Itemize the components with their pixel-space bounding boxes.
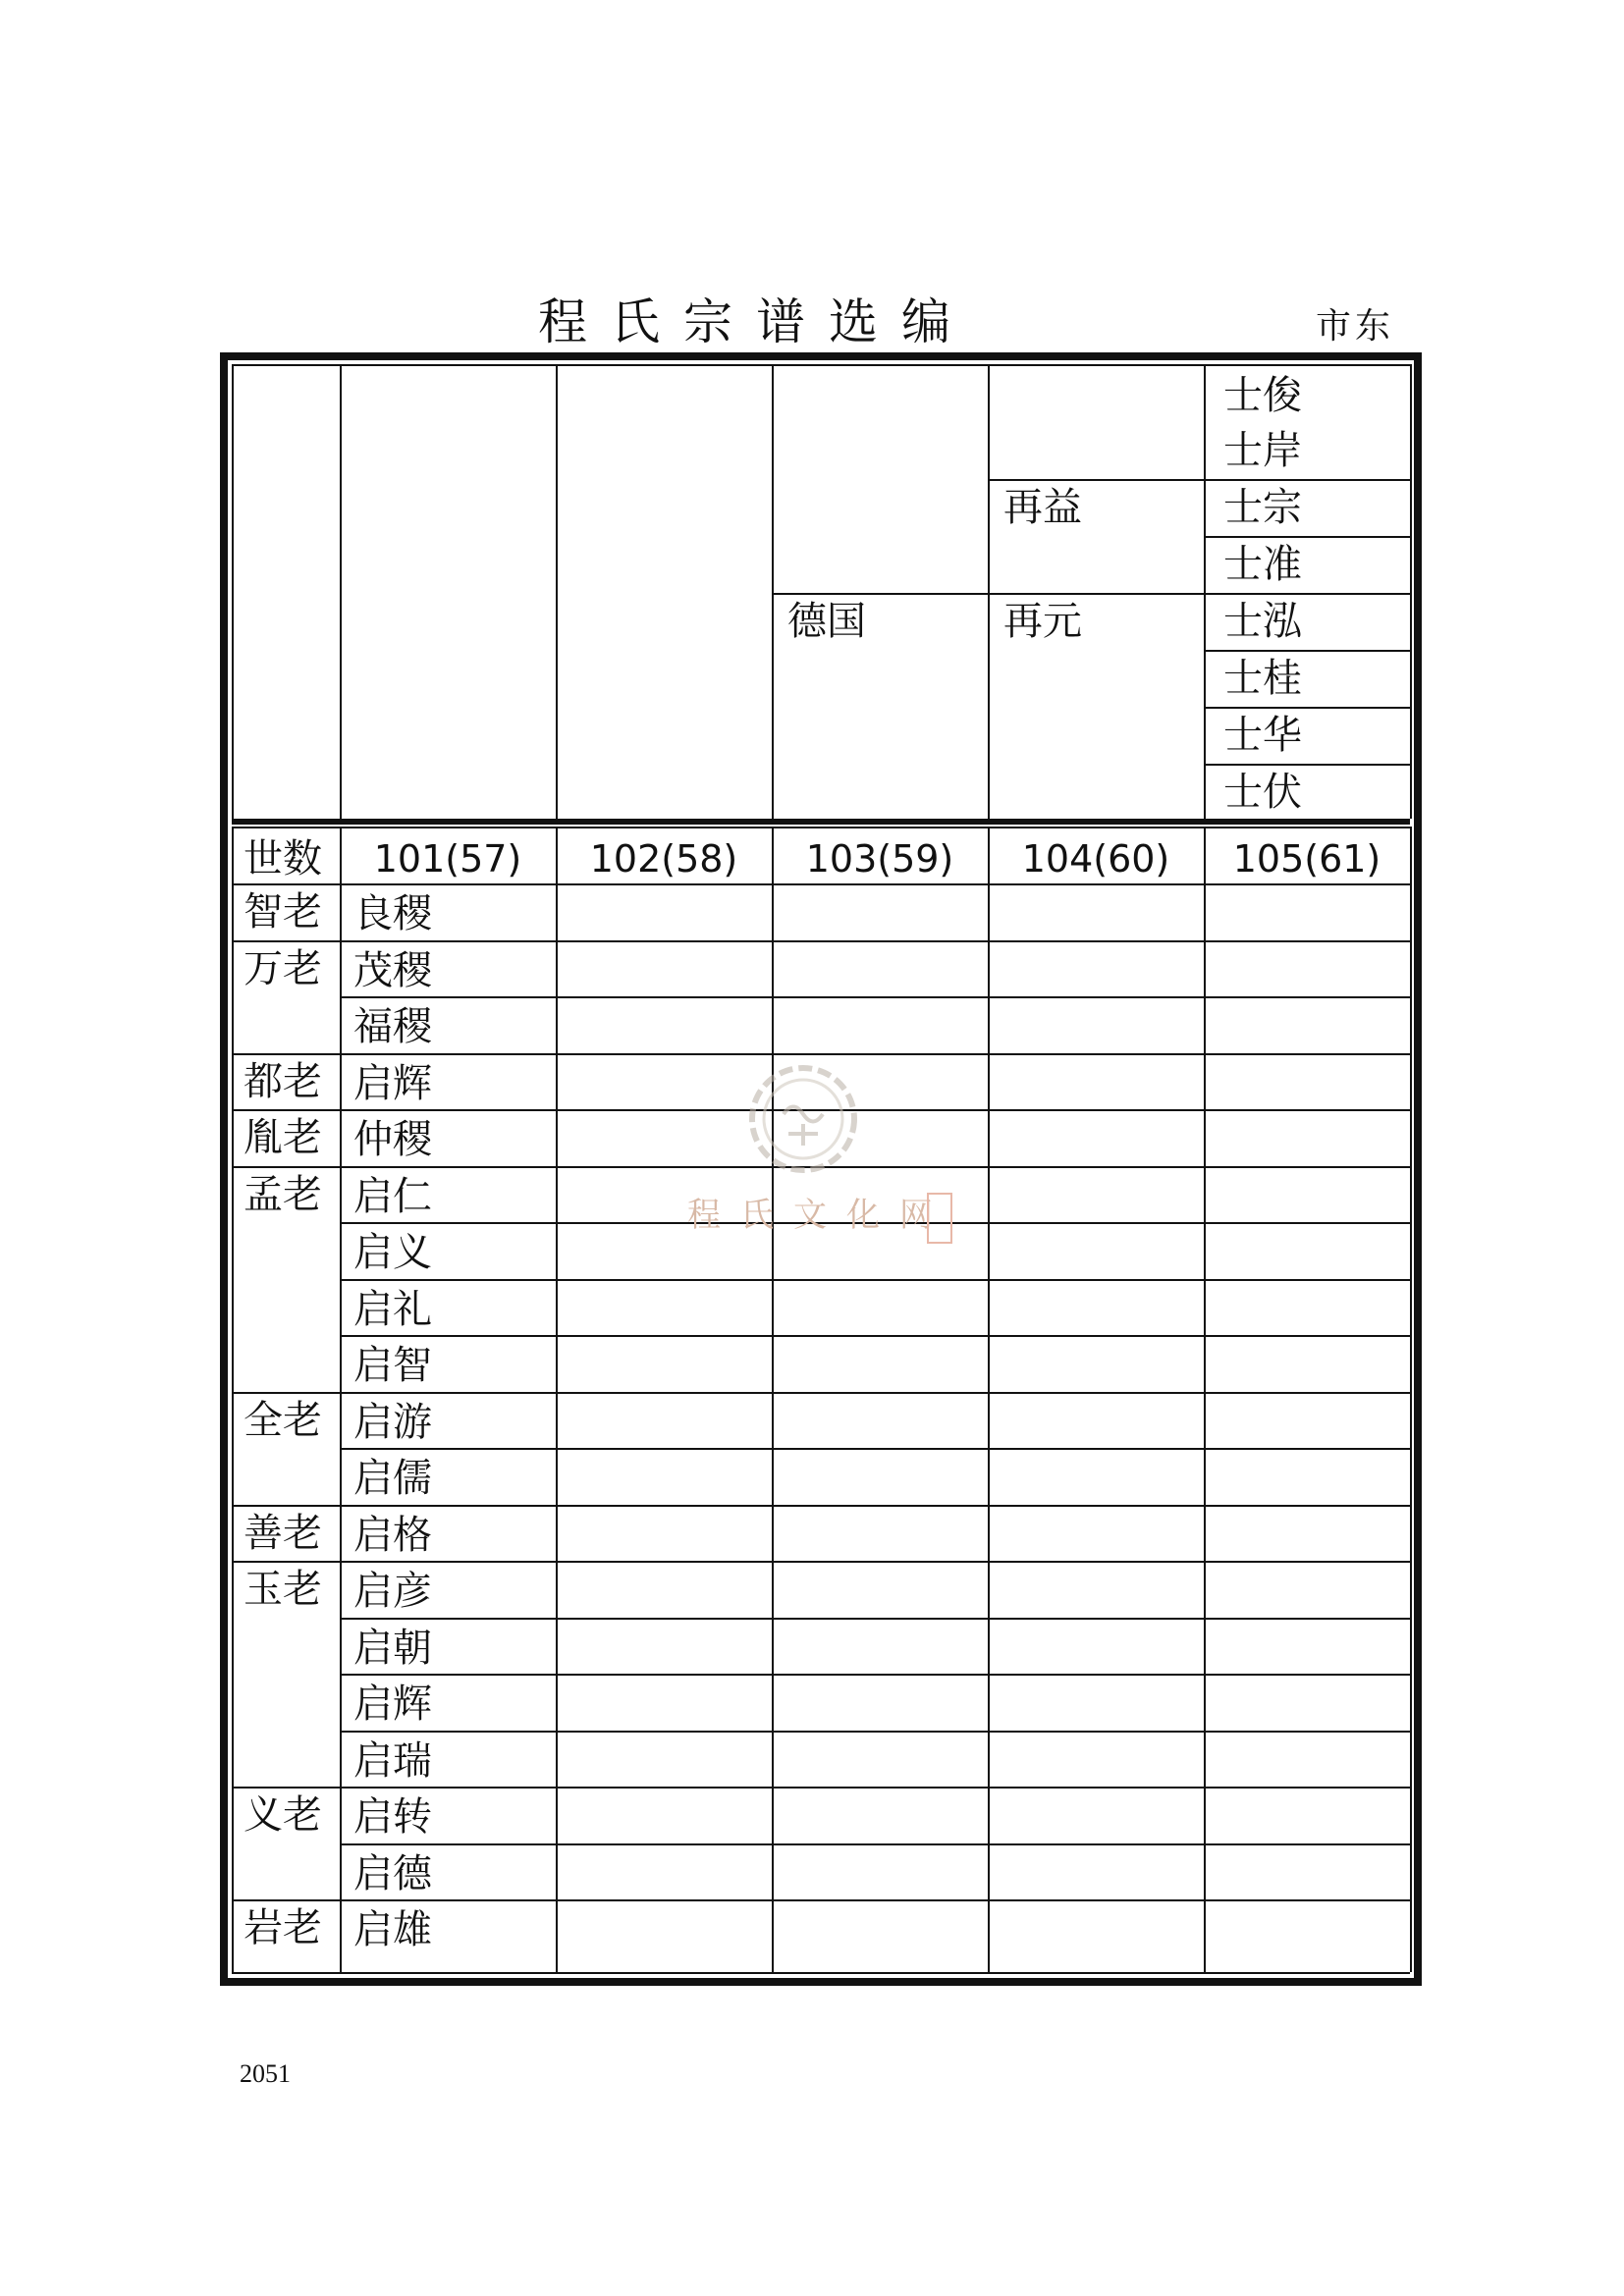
child-name: 福稷 bbox=[353, 1004, 432, 1049]
col6-row-divider bbox=[1204, 707, 1410, 709]
descendant-name-gen6: 士桂 bbox=[1223, 656, 1302, 701]
col5-row-divider bbox=[988, 479, 1204, 481]
page-number: 2051 bbox=[240, 2059, 291, 2088]
elder-name: 都老 bbox=[244, 1058, 322, 1104]
table-row-divider bbox=[232, 1899, 1410, 1901]
table-row-divider bbox=[340, 1448, 1410, 1450]
generation-number: 101(57) bbox=[373, 837, 522, 881]
table-row-divider bbox=[232, 1787, 1410, 1789]
document-title: 程氏宗谱选编 bbox=[538, 294, 974, 350]
child-name: 启儒 bbox=[353, 1456, 432, 1501]
descendant-name-gen6: 士华 bbox=[1223, 713, 1302, 758]
col6-row-divider bbox=[1204, 479, 1410, 481]
child-name: 良稷 bbox=[353, 891, 432, 936]
generation-number: 103(59) bbox=[805, 837, 954, 881]
table-row-divider bbox=[232, 1505, 1410, 1507]
elder-name: 全老 bbox=[244, 1397, 322, 1443]
table-row-divider bbox=[232, 1053, 1410, 1055]
table-row-divider bbox=[340, 1843, 1410, 1845]
elder-name: 孟老 bbox=[244, 1171, 322, 1217]
elder-name: 智老 bbox=[244, 889, 322, 934]
table-row-divider bbox=[340, 1674, 1410, 1676]
col6-row-divider bbox=[1204, 536, 1410, 538]
upper-column-divider bbox=[1204, 364, 1206, 819]
upper-column-divider bbox=[556, 364, 558, 819]
table-row-divider bbox=[232, 940, 1410, 942]
child-name: 茂稷 bbox=[353, 947, 432, 993]
upper-lower-separator bbox=[232, 819, 1410, 825]
col6-row-divider bbox=[1204, 764, 1410, 766]
generation-number: 105(61) bbox=[1232, 837, 1381, 881]
elder-name: 胤老 bbox=[244, 1115, 322, 1160]
watermark-red-seal bbox=[927, 1193, 952, 1244]
col6-row-divider bbox=[1204, 650, 1410, 652]
upper-column-divider bbox=[988, 364, 990, 819]
descendant-name-gen6: 士泓 bbox=[1223, 599, 1302, 644]
descendant-name-gen6: 士俊 bbox=[1223, 373, 1302, 418]
table-bottom-border bbox=[232, 1972, 1410, 1974]
child-name: 启辉 bbox=[353, 1060, 432, 1106]
upper-block-top-border bbox=[232, 364, 1410, 366]
upper-column-divider bbox=[772, 364, 774, 819]
generation-header-label: 世数 bbox=[244, 836, 322, 881]
lower-column-divider bbox=[1204, 827, 1206, 1972]
child-name: 启智 bbox=[353, 1343, 432, 1388]
generation-number: 102(58) bbox=[589, 837, 738, 881]
table-row-divider bbox=[232, 1561, 1410, 1563]
table-row-divider bbox=[340, 1279, 1410, 1281]
lower-column-divider bbox=[772, 827, 774, 1972]
table-row-divider bbox=[340, 1731, 1410, 1733]
table-row-divider bbox=[232, 1392, 1410, 1394]
watermark-seal-icon bbox=[744, 1060, 862, 1178]
descendant-name-gen6: 士岸 bbox=[1223, 428, 1302, 473]
descendant-name-gen5: 再元 bbox=[1003, 599, 1082, 644]
elder-name: 义老 bbox=[244, 1792, 322, 1838]
child-name: 启德 bbox=[353, 1850, 432, 1896]
child-name: 启格 bbox=[353, 1512, 432, 1558]
descendant-name-gen6: 士准 bbox=[1223, 542, 1302, 587]
child-name: 启转 bbox=[353, 1794, 432, 1840]
child-name: 启仁 bbox=[353, 1173, 432, 1219]
child-name: 启雄 bbox=[353, 1907, 432, 1952]
generation-number: 104(60) bbox=[1021, 837, 1170, 881]
child-name: 启彦 bbox=[353, 1569, 432, 1614]
elder-name: 玉老 bbox=[244, 1567, 322, 1612]
watermark-text: 程氏文化网 bbox=[687, 1196, 952, 1235]
child-name: 启游 bbox=[353, 1399, 432, 1445]
descendant-name-gen4: 德国 bbox=[787, 599, 866, 644]
col6-row-divider bbox=[1204, 593, 1410, 595]
lower-left-border bbox=[232, 827, 234, 1972]
child-name: 启礼 bbox=[353, 1286, 432, 1332]
table-row-divider bbox=[340, 1335, 1410, 1337]
child-name: 仲稷 bbox=[353, 1117, 432, 1162]
header-row-top-border bbox=[232, 827, 1410, 828]
upper-right-border bbox=[1410, 364, 1412, 819]
elder-name: 善老 bbox=[244, 1510, 322, 1556]
lower-column-divider bbox=[340, 827, 342, 1972]
elder-name: 万老 bbox=[244, 945, 322, 991]
col4-row-divider bbox=[772, 593, 988, 595]
child-name: 启辉 bbox=[353, 1682, 432, 1727]
child-name: 启瑞 bbox=[353, 1737, 432, 1784]
descendant-name-gen6: 士宗 bbox=[1223, 485, 1302, 530]
lower-right-border bbox=[1410, 827, 1412, 1972]
descendant-name-gen5: 再益 bbox=[1003, 485, 1082, 530]
descendant-name-gen6: 士伏 bbox=[1223, 770, 1302, 815]
col5-row-divider bbox=[988, 593, 1204, 595]
table-row-divider bbox=[340, 996, 1410, 998]
upper-left-border bbox=[232, 364, 234, 819]
elder-name: 岩老 bbox=[244, 1905, 322, 1950]
lower-column-divider bbox=[988, 827, 990, 1972]
upper-column-divider bbox=[340, 364, 342, 819]
region-tag: 市东 bbox=[1316, 306, 1395, 347]
child-name: 启义 bbox=[353, 1230, 432, 1275]
child-name: 启朝 bbox=[353, 1625, 432, 1671]
header-row-bottom-border bbox=[232, 883, 1410, 885]
lower-column-divider bbox=[556, 827, 558, 1972]
table-row-divider bbox=[340, 1618, 1410, 1620]
